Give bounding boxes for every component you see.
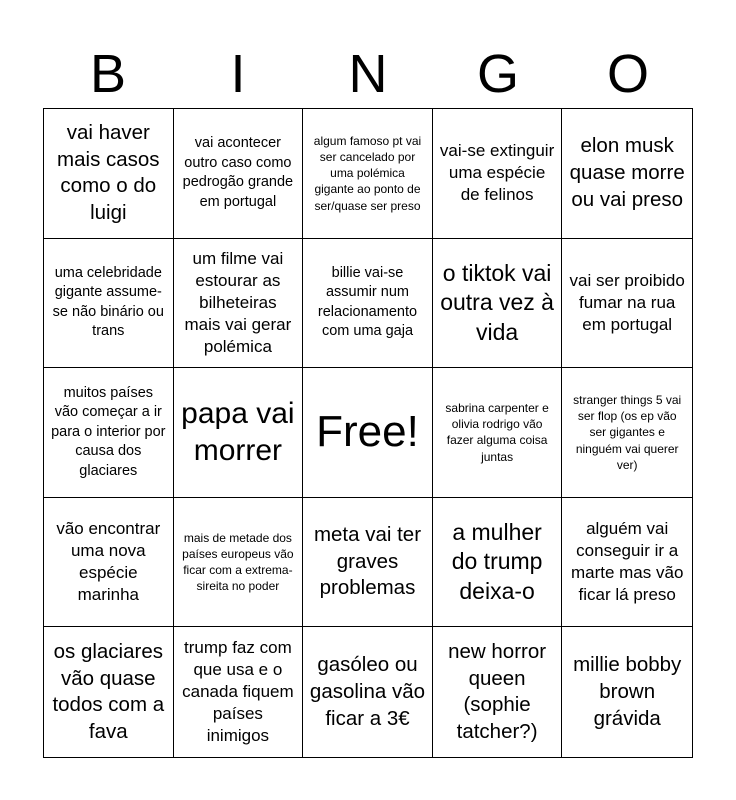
title-letter-n: N: [348, 44, 388, 104]
cell-text: algum famoso pt vai ser cancelado por uma polémica gigante ao ponto de ser/quase ser preso: [313, 133, 422, 213]
title-letter-g: G: [476, 44, 519, 104]
bingo-cell[interactable]: [303, 109, 433, 239]
cell-text: muitos países vão começar a ir para o interior por causa dos glaciares: [51, 384, 166, 479]
cell-text: Free!: [316, 407, 419, 457]
cell-text: stranger things 5 vai ser flop (os ep vão ser gigantes e ninguém vai querer ver): [573, 393, 682, 472]
cell-text: um filme vai estourar as bilheteiras mais vai gerar polémica: [184, 248, 292, 357]
cell-text: gasóleo ou gasolina vão ficar a 3€: [309, 653, 426, 730]
bingo-cell[interactable]: [174, 627, 304, 757]
bingo-cell[interactable]: [562, 627, 692, 757]
cell-text: meta vai ter graves problemas: [313, 523, 422, 600]
bingo-cell[interactable]: [303, 239, 433, 369]
bingo-cell[interactable]: [303, 498, 433, 628]
cell-text: vão encontrar uma nova espécie marinha: [56, 518, 161, 605]
cell-text: papa vai morrer: [181, 396, 295, 468]
cell-text: a mulher do trump deixa-o: [451, 518, 543, 604]
title-letter-i: I: [230, 44, 246, 104]
bingo-cell[interactable]: [174, 109, 304, 239]
bingo-grid: [43, 108, 693, 758]
bingo-cell[interactable]: [303, 627, 433, 757]
cell-text: elon musk quase morre ou vai preso: [569, 134, 685, 211]
bingo-cell[interactable]: [44, 498, 174, 628]
cell-text: mais de metade dos países europeus vão ficar com a extrema-sireita no poder: [182, 530, 294, 594]
cell-text: new horror queen (sophie tatcher?): [448, 639, 547, 743]
bingo-cell[interactable]: [433, 239, 563, 369]
cell-text: trump faz com que usa e o canada fiquem países inimigos: [182, 637, 294, 746]
cell-text: vai acontecer outro caso como pedrogão grande em portugal: [182, 135, 294, 210]
bingo-cell[interactable]: [174, 368, 304, 498]
cell-text: uma celebridade gigante assume-se não binário ou trans: [52, 264, 164, 340]
cell-text: o tiktok vai outra vez à vida: [440, 259, 554, 345]
bingo-cell[interactable]: [562, 109, 692, 239]
bingo-cell[interactable]: [44, 627, 174, 757]
bingo-cell[interactable]: [562, 498, 692, 628]
bingo-cell[interactable]: [433, 627, 563, 757]
bingo-cell[interactable]: [433, 368, 563, 498]
bingo-cell[interactable]: [44, 239, 174, 369]
cell-text: billie vai-se assumir num relacionamento com uma gaja: [317, 264, 418, 340]
bingo-cell[interactable]: [433, 498, 563, 628]
cell-text: vai-se extinguir uma espécie de felinos: [439, 141, 555, 205]
bingo-cell[interactable]: [562, 368, 692, 498]
bingo-title: [43, 40, 693, 108]
bingo-cell[interactable]: [433, 109, 563, 239]
cell-text: alguém vai conseguir ir a marte mas vão ficar lá preso: [570, 518, 684, 605]
cell-text: vai haver mais casos como o do luigi: [57, 121, 160, 224]
free-cell[interactable]: [303, 368, 433, 498]
cell-text: os glaciares vão quase todos com a fava: [52, 639, 165, 743]
bingo-cell[interactable]: [174, 239, 304, 369]
cell-text: vai ser proibido fumar na rua em portugal: [569, 270, 685, 334]
title-letter-o: O: [606, 44, 649, 104]
bingo-cell[interactable]: [562, 239, 692, 369]
cell-text: sabrina carpenter e olivia rodrigo vão fazer alguma coisa juntas: [445, 401, 549, 464]
bingo-cell[interactable]: [44, 368, 174, 498]
title-letter-b: B: [89, 44, 127, 104]
cell-text: millie bobby brown grávida: [573, 653, 682, 730]
bingo-cell[interactable]: [174, 498, 304, 628]
bingo-cell[interactable]: [44, 109, 174, 239]
